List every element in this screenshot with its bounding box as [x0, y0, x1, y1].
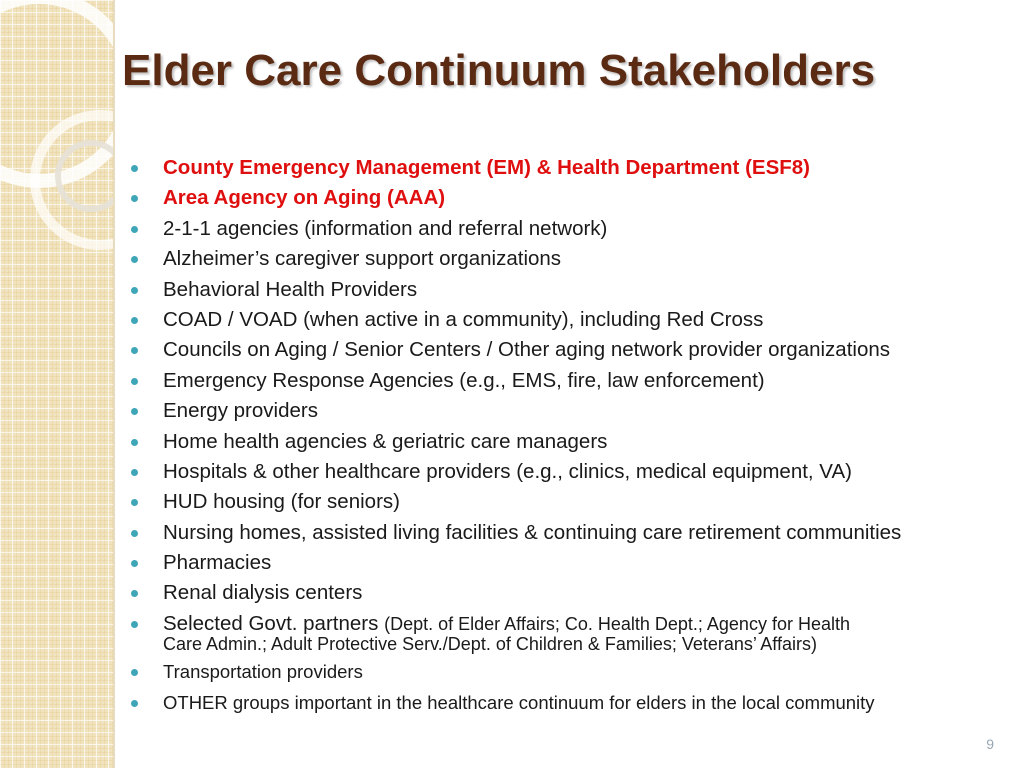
list-item-text: Selected Govt. partners	[163, 611, 379, 635]
bullet-icon	[131, 700, 138, 707]
list-item	[128, 156, 1008, 180]
bullet-icon	[131, 195, 138, 202]
bullet-icon	[131, 669, 138, 676]
list-item	[128, 399, 1008, 423]
bullet-icon	[131, 439, 138, 446]
bullet-icon	[131, 256, 138, 263]
bullet-icon	[131, 378, 138, 385]
bullet-icon	[131, 560, 138, 567]
list-item	[128, 612, 1008, 654]
list-item-text: Pharmacies	[163, 551, 272, 575]
list-item	[128, 186, 1008, 210]
list-item	[128, 660, 1008, 684]
list-item-text: County Emergency Management (EM) & Health Department (ESF8)	[163, 156, 810, 179]
list-item	[128, 521, 1008, 545]
bullet-icon	[131, 469, 138, 476]
list-item	[128, 217, 1008, 241]
bullet-icon	[131, 530, 138, 537]
list-item	[128, 278, 1008, 302]
list-item	[128, 460, 1008, 484]
list-item-text: Area Agency on Aging (AAA)	[163, 186, 446, 210]
bullet-icon	[131, 621, 138, 628]
list-item-detail: (Dept. of Elder Affairs; Co. Health Dept.; Agency for Health	[384, 613, 850, 634]
page-number: 9	[986, 736, 994, 752]
decorative-sidebar	[0, 0, 113, 768]
bullet-icon	[131, 165, 138, 172]
bullet-icon	[131, 317, 138, 324]
list-item-text: Councils on Aging / Senior Centers / Other aging network provider organizations	[163, 338, 891, 362]
list-item-text: Nursing homes, assisted living facilities & continuing care retirement communities	[163, 520, 902, 544]
list-item-text: Transportation providers	[163, 661, 363, 683]
list-item-text: OTHER groups important in the healthcare continuum for elders in the local community	[163, 691, 875, 713]
list-item-text: Hospitals & other healthcare providers (e.g., clinics, medical equipment, VA)	[163, 459, 852, 483]
list-item-text: Energy providers	[163, 399, 318, 423]
bullet-icon	[131, 499, 138, 506]
list-item	[128, 247, 1008, 271]
stakeholder-list	[128, 156, 1008, 721]
list-item	[128, 581, 1008, 605]
list-item	[128, 691, 1008, 715]
list-item-detail-continued: Care Admin.; Adult Protective Serv./Dept. of Children & Families; Veterans’ Affairs)	[163, 633, 817, 654]
slide-title: Elder Care Continuum Stakeholders	[122, 46, 876, 95]
list-item-text: Alzheimer’s caregiver support organizations	[163, 247, 562, 271]
list-item-text: Home health agencies & geriatric care managers	[163, 429, 608, 453]
bullet-icon	[131, 408, 138, 415]
list-item	[128, 369, 1008, 393]
list-item-text: 2-1-1 agencies (information and referral network)	[163, 216, 608, 240]
list-item	[128, 430, 1008, 454]
list-item	[128, 551, 1008, 575]
list-item-text: Emergency Response Agencies (e.g., EMS, fire, law enforcement)	[163, 368, 765, 392]
list-item-text: Behavioral Health Providers	[163, 277, 418, 301]
bullet-icon	[131, 347, 138, 354]
bullet-icon	[131, 287, 138, 294]
bullet-icon	[131, 226, 138, 233]
sidebar-divider	[113, 0, 115, 768]
list-item	[128, 308, 1008, 332]
list-item-text: HUD housing (for seniors)	[163, 490, 400, 514]
list-item-text: COAD / VOAD (when active in a community), including Red Cross	[163, 307, 764, 331]
bullet-icon	[131, 590, 138, 597]
list-item-text: Renal dialysis centers	[163, 581, 363, 605]
list-item	[128, 490, 1008, 514]
list-item	[128, 338, 1008, 362]
